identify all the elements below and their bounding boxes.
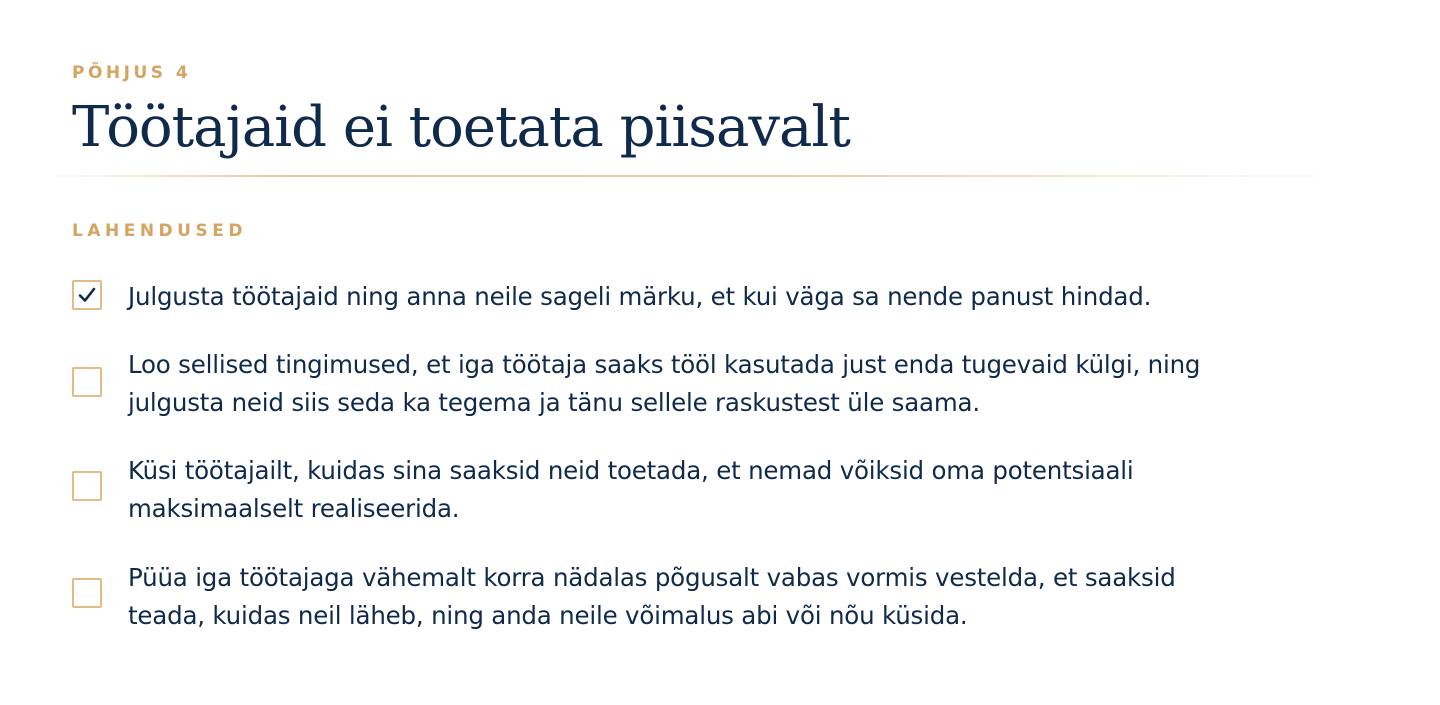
solutions-label: LAHENDUSED	[72, 221, 247, 241]
solution-text: Julgusta töötajaid ning anna neile sageli märku, et kui väga sa nende panust hindad.	[128, 282, 1152, 311]
reason-eyebrow: PÕHJUS 4	[72, 63, 192, 83]
solution-text: Loo sellised tingimused, et iga töötaja saaks tööl kasutada just enda tugevaid külgi, ning julgusta neid siis seda ka tegema ja tänu sellele raskustest üle saama.	[128, 350, 1201, 417]
solution-checkbox[interactable]	[72, 280, 102, 310]
solution-checkbox[interactable]	[72, 367, 102, 397]
solution-text: Püüa iga töötajaga vähemalt korra nädalas põgusalt vabas vormis vestelda, et saaksid teada, kuidas neil läheb, ning anda neile võimalus abi või nõu küsida.	[128, 563, 1176, 630]
check-icon	[77, 285, 97, 305]
title-divider	[55, 175, 1325, 177]
solution-text: Küsi töötajailt, kuidas sina saaksid neid toetada, et nemad võiksid oma potentsiaali maksimaalselt realiseerida.	[128, 456, 1134, 523]
solution-checkbox[interactable]	[72, 578, 102, 608]
solution-checkbox[interactable]	[72, 471, 102, 501]
page-title: Töötajaid ei toetata piisavalt	[72, 95, 850, 160]
